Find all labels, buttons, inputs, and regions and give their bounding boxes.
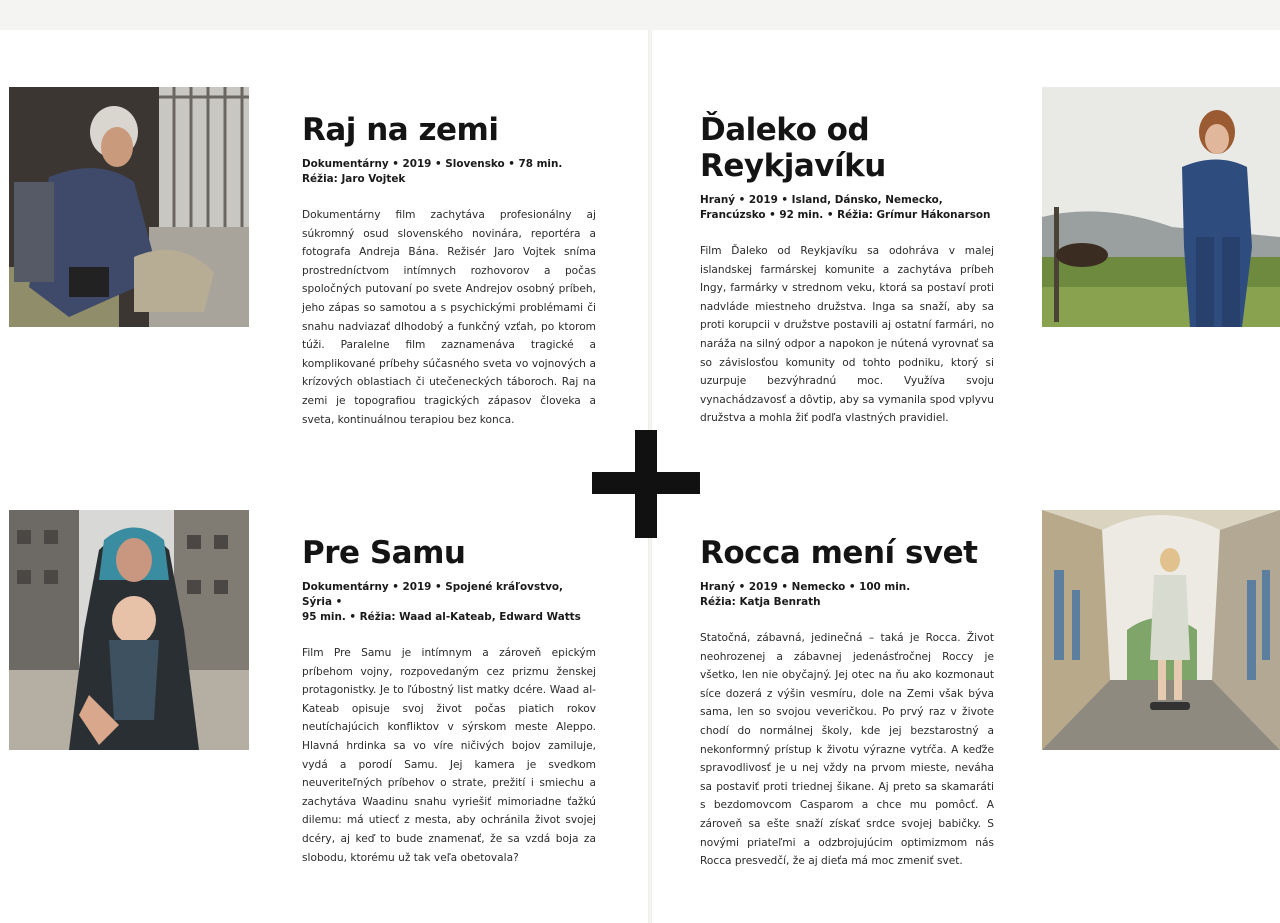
film-meta: Dokumentárny • 2019 • Spojené kráľovstvo, Sýria • 95 min. • Réžia: Waad al-Kateab, Edward Watts — [302, 581, 581, 623]
film-meta: Hraný • 2019 • Nemecko • 100 min. Réžia: Katja Benrath — [700, 581, 911, 608]
film-description: Dokumentárny film zachytáva profesionálny aj súkromný osud slovenského novinára, reportéra a fotografa Andreja Bána. Režisér Jaro Vojtek sníma prostredníctvom intímnych rozhovorov a počas spoločných putovaní po svete Andrejov osobný príbeh, jeho zápas so samotou a s psychickými problémami či snahu nadviazať dlhodobý a funkčný vzťah, po ktorom túži. Paralelne film zaznamenáva tragické a komplikované príbehy súčasného sveta vo vojnových a krízových oblastiach či utečeneckých táboroch. Raj na zemi je topografiou tragických zápasov človeka a sveta, kontinuálnou terapiou bez konca. — [302, 209, 596, 426]
film-title: Pre Samu — [302, 535, 466, 571]
film-entry-pre-samu — [302, 535, 596, 867]
plus-sign-vertical — [635, 430, 657, 538]
film-entry-daleko-od-reykjaviku — [700, 112, 994, 428]
film-photo-raj-na-zemi — [9, 87, 249, 327]
film-photo-rocca-meni-svet — [1042, 510, 1280, 750]
film-description: Film Ďaleko od Reykjavíku sa odohráva v malej islandskej farmárskej komunite a zachytáva príbeh Ingy, farmárky v strednom veku, ktorá sa postaví proti nadvláde miestneho družstva. Inga sa snaží, aby sa proti korupcii v družstve postavili aj ostatní farmári, no naráža na silný odpor a napokon je nútená vyrovnať sa so závislosťou komunity od tohto podniku, ktorý si uzurpuje bezvýhradnú moc. Využíva svoju vynachádzavosť a dôvtip, aby sa vymanila spod vplyvu družstva a mohla žiť podľa vlastných pravidiel. — [700, 245, 994, 425]
film-photo-daleko-od-reykjaviku — [1042, 87, 1280, 327]
film-photo-pre-samu — [9, 510, 249, 750]
film-title: Rocca mení svet — [700, 535, 978, 571]
film-entry-raj-na-zemi — [302, 112, 596, 429]
film-meta: Dokumentárny • 2019 • Slovensko • 78 min. Réžia: Jaro Vojtek — [302, 158, 563, 185]
film-meta: Hraný • 2019 • Island, Dánsko, Nemecko, Francúzsko • 92 min. • Réžia: Grímur Hákonarson — [700, 194, 991, 221]
film-entry-rocca-meni-svet — [700, 535, 994, 871]
film-title: Ďaleko od Reykjavíku — [700, 112, 886, 184]
film-description: Film Pre Samu je intímnym a zároveň epickým príbehom vojny, rozpovedaným cez prizmu ženskej protagonistky. Je to ľúbostný list matky dcére. Waad al-Kateab opisuje svoj život počas piatich rokov neutíchajúcich konfliktov v sýrskom meste Aleppo. Hlavná hrdinka sa vo víre ničivých bojov zamiluje, vydá a porodí Samu. Jej kamera je svedkom neuveriteľných príbehov o strate, prežití i smiechu a zachytáva Waadinu snahu vyriešiť mimoriadne ťažkú dilemu: má utiecť z mesta, aby ochránila život svojej dcéry, aj keď to bude znamenať, že sa vzdá boja za slobodu, ktorému už tak veľa obetovala? — [302, 647, 596, 864]
film-description: Statočná, zábavná, jedinečná – taká je Rocca. Život neohrozenej a zábavnej jedenásťročnej Roccy je všetko, len nie obyčajný. Jej otec na ňu ako kozmonaut síce dozerá z výšin vesmíru, dole na Zemi však býva sama, len so svojou veveričkou. Po prvý raz v živote chodí do normálnej školy, kde jej bezstarostný a nekonformný prístup k životu výrazne vytŕča. A keďže spravodlivosť je u nej vždy na prvom mieste, neváha sa postaviť proti triednej šikane. Aj preto sa skamaráti s bezdomovcom Casparom a chce mu pomôcť. A zároveň sa ešte snaží získať srdce svojej babičky. S novými priateľmi a odzbrojujúcim optimizmom nás Rocca presvedčí, že aj dieťa má moc zmeniť svet. — [700, 632, 994, 868]
film-title: Raj na zemi — [302, 112, 499, 148]
